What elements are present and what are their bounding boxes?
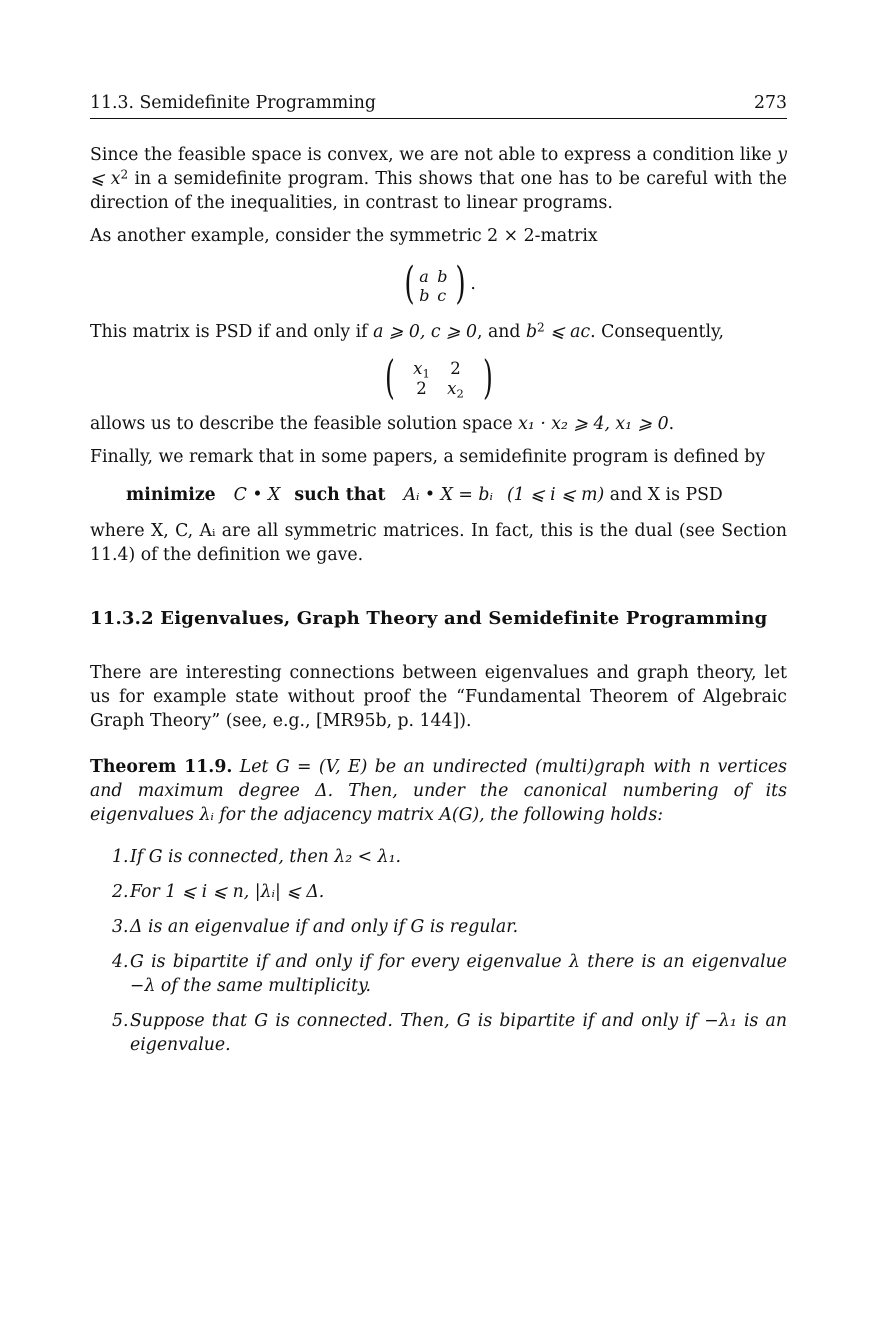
paragraph-example: As another example, consider the symmetric 2 × 2-matrix bbox=[90, 226, 598, 246]
matrix-abc bbox=[401, 256, 476, 312]
running-header bbox=[90, 92, 787, 119]
matrix-x-display bbox=[90, 352, 787, 402]
item-text: If G is connected, then λ₂ < λ₁. bbox=[130, 847, 402, 867]
theorem-body: Let G = (V, E) be an undirected (multi)graph with n vertices and maximum degree Δ. Then, under the canonical numbering of its eigenvalues λᵢ for the adjacency matrix A(G), the following holds: bbox=[90, 757, 788, 825]
math-sup: 2 bbox=[120, 167, 129, 182]
matrix-cells bbox=[399, 352, 479, 402]
text: This matrix is PSD if and only if bbox=[90, 322, 374, 342]
list-item bbox=[90, 845, 787, 869]
left-paren: ( bbox=[384, 350, 395, 404]
matrix-cell: a bbox=[419, 267, 429, 286]
paragraph-convex-rest: in a semidefinite program. This shows that one has to be careful with the direction of the inequalities, in contrast to linear programs. bbox=[90, 169, 787, 213]
text: and X is PSD bbox=[609, 485, 723, 505]
matrix-cell: $x_2$ bbox=[447, 379, 464, 401]
list-item bbox=[90, 1009, 787, 1057]
header-section-title: 11.3. Semidefinite Programming bbox=[90, 93, 376, 113]
math-sup: 2 bbox=[537, 320, 545, 335]
math: Aᵢ • X = bᵢ bbox=[403, 485, 493, 505]
right-paren: ) bbox=[455, 258, 466, 309]
item-text: For 1 ⩽ i ⩽ n, |λᵢ| ⩽ Δ. bbox=[130, 882, 325, 902]
paragraph-connections: There are interesting connections between eigenvalues and graph theory, let us for example state without proof the “Fundamental Theorem of Algebraic Graph Theory” (see, e.g., [MR95b, p. 144]). bbox=[90, 663, 787, 731]
text: . Consequently, bbox=[590, 322, 724, 342]
item-number: 1. bbox=[112, 847, 129, 867]
matrix-cell: 2 bbox=[416, 379, 427, 398]
keyword-minimize: minimize bbox=[126, 485, 216, 505]
math-y-le-x: y ⩽ x bbox=[90, 145, 787, 189]
item-text: Δ is an eigenvalue if and only if G is regular. bbox=[130, 917, 519, 937]
math: a ⩾ 0, c ⩾ 0 bbox=[373, 322, 477, 342]
matrix-cells bbox=[418, 256, 452, 312]
paragraph-psd bbox=[90, 320, 787, 344]
matrix-cell: $x_1$ bbox=[413, 359, 430, 381]
header-page-number: 273 bbox=[754, 93, 787, 113]
list-item bbox=[90, 880, 787, 904]
matrix-cell: b bbox=[419, 286, 430, 305]
item-text: Suppose that G is connected. Then, G is bipartite if and only if −λ₁ is an eigenvalue. bbox=[130, 1011, 787, 1055]
theorem-list bbox=[90, 845, 787, 1057]
math: (1 ⩽ i ⩽ m) bbox=[506, 485, 605, 505]
math: C • X bbox=[233, 485, 281, 505]
right-paren: ) bbox=[482, 350, 493, 404]
paragraph-feasible bbox=[90, 412, 787, 436]
matrix-abc-display bbox=[90, 256, 787, 312]
paragraph-finally: Finally, we remark that in some papers, a semidefinite program is defined by bbox=[90, 447, 766, 467]
text: . bbox=[668, 414, 675, 434]
paragraph-dual: where X, C, Aᵢ are all symmetric matrices. In fact, this is the dual (see Section 11.4) of the definition we gave. bbox=[90, 521, 787, 565]
item-number: 3. bbox=[112, 917, 129, 937]
keyword-such-that: such that bbox=[294, 485, 386, 505]
math: x₁ · x₂ ⩾ 4, x₁ ⩾ 0 bbox=[518, 414, 669, 434]
math: b bbox=[525, 322, 537, 342]
left-paren: ( bbox=[404, 258, 415, 309]
item-number: 5. bbox=[112, 1011, 129, 1031]
theorem-label: Theorem 11.9. bbox=[90, 757, 233, 777]
item-number: 4. bbox=[112, 952, 129, 972]
item-number: 2. bbox=[112, 882, 129, 902]
theorem bbox=[90, 755, 787, 827]
text: , and bbox=[476, 322, 526, 342]
item-text: G is bipartite if and only if for every eigenvalue λ there is an eigenvalue −λ of the same multiplicity. bbox=[130, 952, 787, 996]
list-item bbox=[90, 915, 787, 939]
page bbox=[90, 92, 787, 1068]
text: allows us to describe the feasible solution space bbox=[90, 414, 519, 434]
section-heading: 11.3.2 Eigenvalues, Graph Theory and Semidefinite Programming bbox=[90, 608, 768, 629]
matrix-cell: 2 bbox=[450, 359, 461, 378]
list-item bbox=[90, 950, 787, 998]
matrix-cell: c bbox=[437, 286, 447, 305]
paragraph-convex-line1: Since the feasible space is convex, we are not able to express a condition like bbox=[90, 145, 772, 165]
math: ⩽ ac bbox=[544, 322, 591, 342]
paragraph-convex bbox=[90, 143, 787, 215]
matrix-x bbox=[381, 352, 497, 402]
matrix-trailing-period: . bbox=[470, 274, 476, 294]
sdp-definition-display bbox=[90, 483, 787, 507]
matrix-cell: b bbox=[437, 267, 448, 286]
